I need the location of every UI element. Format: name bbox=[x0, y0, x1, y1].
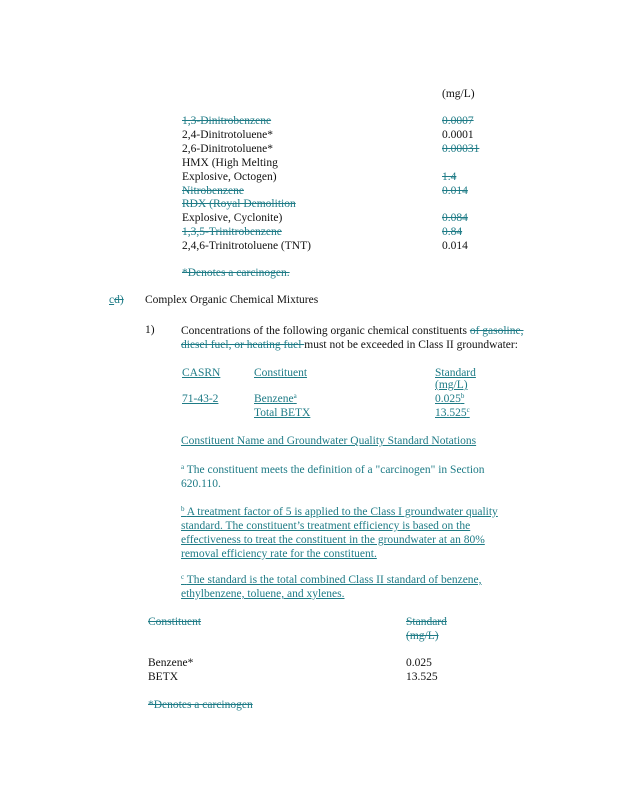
substance-value: 1.4 bbox=[442, 170, 457, 183]
substance-value: 0.0007 bbox=[442, 115, 474, 127]
substance-name: Explosive, Cyclonite) bbox=[182, 212, 283, 225]
substance-name: 2,4,6-Trinitrotoluene (TNT) bbox=[182, 240, 311, 253]
col-header-casrn: CASRN bbox=[182, 367, 221, 379]
table-row-1-standard: 0.025$^b$ bbox=[435, 392, 465, 405]
note-c: $^c$ The standard is the total combined Class II standard of benzene, ethylbenzene, toluene, and xylenes. bbox=[181, 573, 482, 600]
substance-name: 1,3-Dinitrobenzene bbox=[182, 115, 272, 127]
substance-name: RDX (Royal Demolition bbox=[182, 198, 296, 211]
substance-name: 2,4-Dinitrotoluene* bbox=[182, 128, 274, 141]
substance-name: Nitrobenzene bbox=[182, 184, 244, 197]
old-row-2-name: BETX bbox=[148, 671, 179, 683]
old-row-2-value: 13.525 bbox=[406, 671, 438, 683]
col-header-standard: Standard bbox=[435, 367, 476, 379]
note-b: $^b$ A treatment factor of 5 is applied to the Class I groundwater quality standard. The constituent’s treatment efficiency is based on the effectiveness to treat the constituent in the groundwater at an 80% removal efficiency rate for the constituent. bbox=[181, 505, 498, 560]
note-a: $^a$ The constituent meets the definition of a "carcinogen" in Section 620.110. bbox=[181, 463, 485, 490]
old-footnote: *Denotes a carcinogen bbox=[148, 699, 253, 711]
old-header-constituent: Constituent bbox=[148, 616, 202, 628]
old-row-1-name: Benzene* bbox=[148, 657, 194, 669]
section-d-marker: cd) bbox=[109, 294, 124, 306]
table-row-2-standard: 13.525$^c$ bbox=[435, 406, 470, 419]
substance-name: 2,6-Dinitrotoluene* bbox=[182, 142, 274, 155]
col-header-standard-unit: (mg/L) bbox=[435, 379, 468, 391]
substance-value: 0.84 bbox=[442, 226, 463, 239]
top-footnote: *Denotes a carcinogen. bbox=[182, 267, 290, 279]
old-header-standard-unit: (mg/L) bbox=[406, 630, 439, 642]
substance-value: 0.084 bbox=[442, 212, 468, 225]
old-row-1-value: 0.025 bbox=[406, 657, 432, 669]
substance-value: 0.00031 bbox=[442, 142, 480, 155]
substance-value: 0.0001 bbox=[442, 128, 474, 141]
substance-name: Explosive, Octogen) bbox=[182, 170, 277, 183]
table-row-1-casrn: 71-43-2 bbox=[182, 393, 219, 405]
unit-header: (mg/L) bbox=[442, 88, 475, 100]
substance-value: 0.014 bbox=[442, 240, 468, 253]
table-row-1-constituent: Benzene$^a$ bbox=[254, 392, 297, 405]
old-header-standard: Standard bbox=[406, 616, 447, 628]
section-d-title: Complex Organic Chemical Mixtures bbox=[145, 294, 319, 306]
substance-name: HMX (High Melting bbox=[182, 156, 278, 169]
notations-heading: Constituent Name and Groundwater Quality Standard Notations bbox=[181, 435, 477, 447]
item-1-paragraph: Concentrations of the following organic chemical constituents of gasoline, diesel fuel, or heating fuel must not be exceeded in Class II groundwater: bbox=[181, 325, 524, 351]
table-row-2-constituent: Total BETX bbox=[254, 407, 311, 419]
item-1-number: 1) bbox=[145, 324, 155, 336]
substance-name: 1,3,5-Trinitrobenzene bbox=[182, 226, 282, 239]
col-header-constituent: Constituent bbox=[254, 367, 308, 379]
substance-value: 0.014 bbox=[442, 184, 468, 197]
